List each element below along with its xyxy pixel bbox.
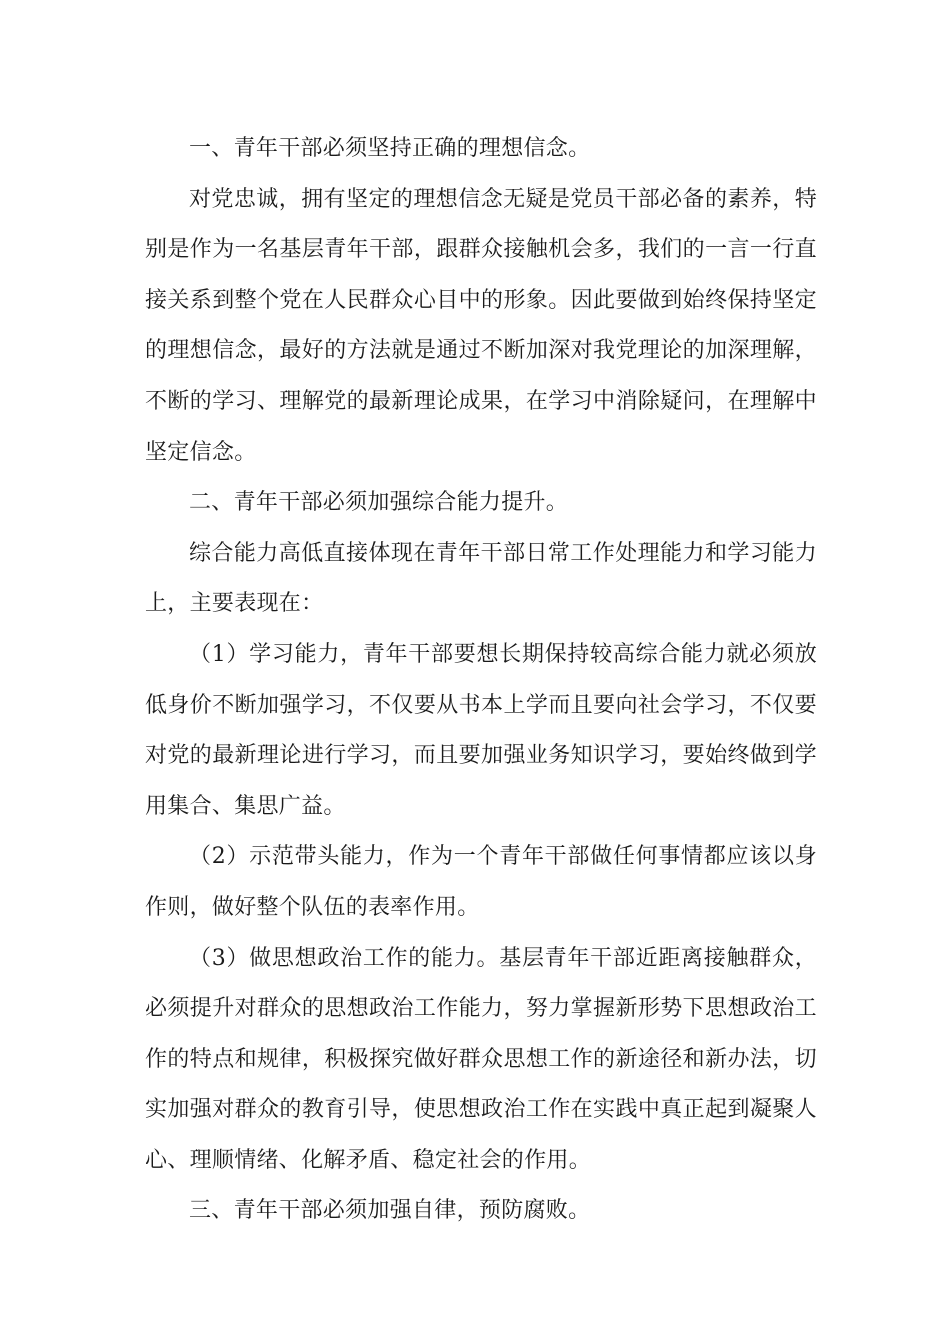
list-item-leadership: （2）示范带头能力，作为一个青年干部做任何事情都应该以身作则，做好整个队伍的表率作用。 (145, 844, 817, 920)
section-heading-2: 二、青年干部必须加强综合能力提升。 (189, 490, 569, 516)
list-item-learning: （1）学习能力，青年干部要想长期保持较高综合能力就必须放低身价不断加强学习，不仅要从书本上学而且要向社会学习，不仅要对党的最新理论进行学习，而且要加强业务知识学习，要始终做到学用集合、集思广益。 (145, 641, 817, 819)
document-body (145, 124, 817, 1237)
list-item-political-work: （3）做思想政治工作的能力。基层青年干部近距离接触群众，必须提升对群众的思想政治工作能力，努力掌握新形势下思想政治工作的特点和规律，积极探究做好群众思想工作的新途径和新办法，切实加强对群众的教育引导，使思想政治工作在实践中真正起到凝聚人心、理顺情绪、化解矛盾、稳定社会的作用。 (145, 945, 817, 1173)
paragraph-ideals: 对党忠诚，拥有坚定的理想信念无疑是党员干部必备的素养，特别是作为一名基层青年干部，跟群众接触机会多，我们的一言一行直接关系到整个党在人民群众心目中的形象。因此要做到始终保持坚定的理想信念，最好的方法就是通过不断加深对我党理论的加深理解，不断的学习、理解党的最新理论成果，在学习中消除疑问，在理解中坚定信念。 (145, 186, 817, 465)
section-heading-1: 一、青年干部必须坚持正确的理想信念。 (189, 136, 591, 161)
section-heading-3: 三、青年干部必须加强自律，预防腐败。 (189, 1198, 591, 1224)
paragraph-abilities-intro: 综合能力高低直接体现在青年干部日常工作处理能力和学习能力上，主要表现在： (145, 540, 817, 617)
